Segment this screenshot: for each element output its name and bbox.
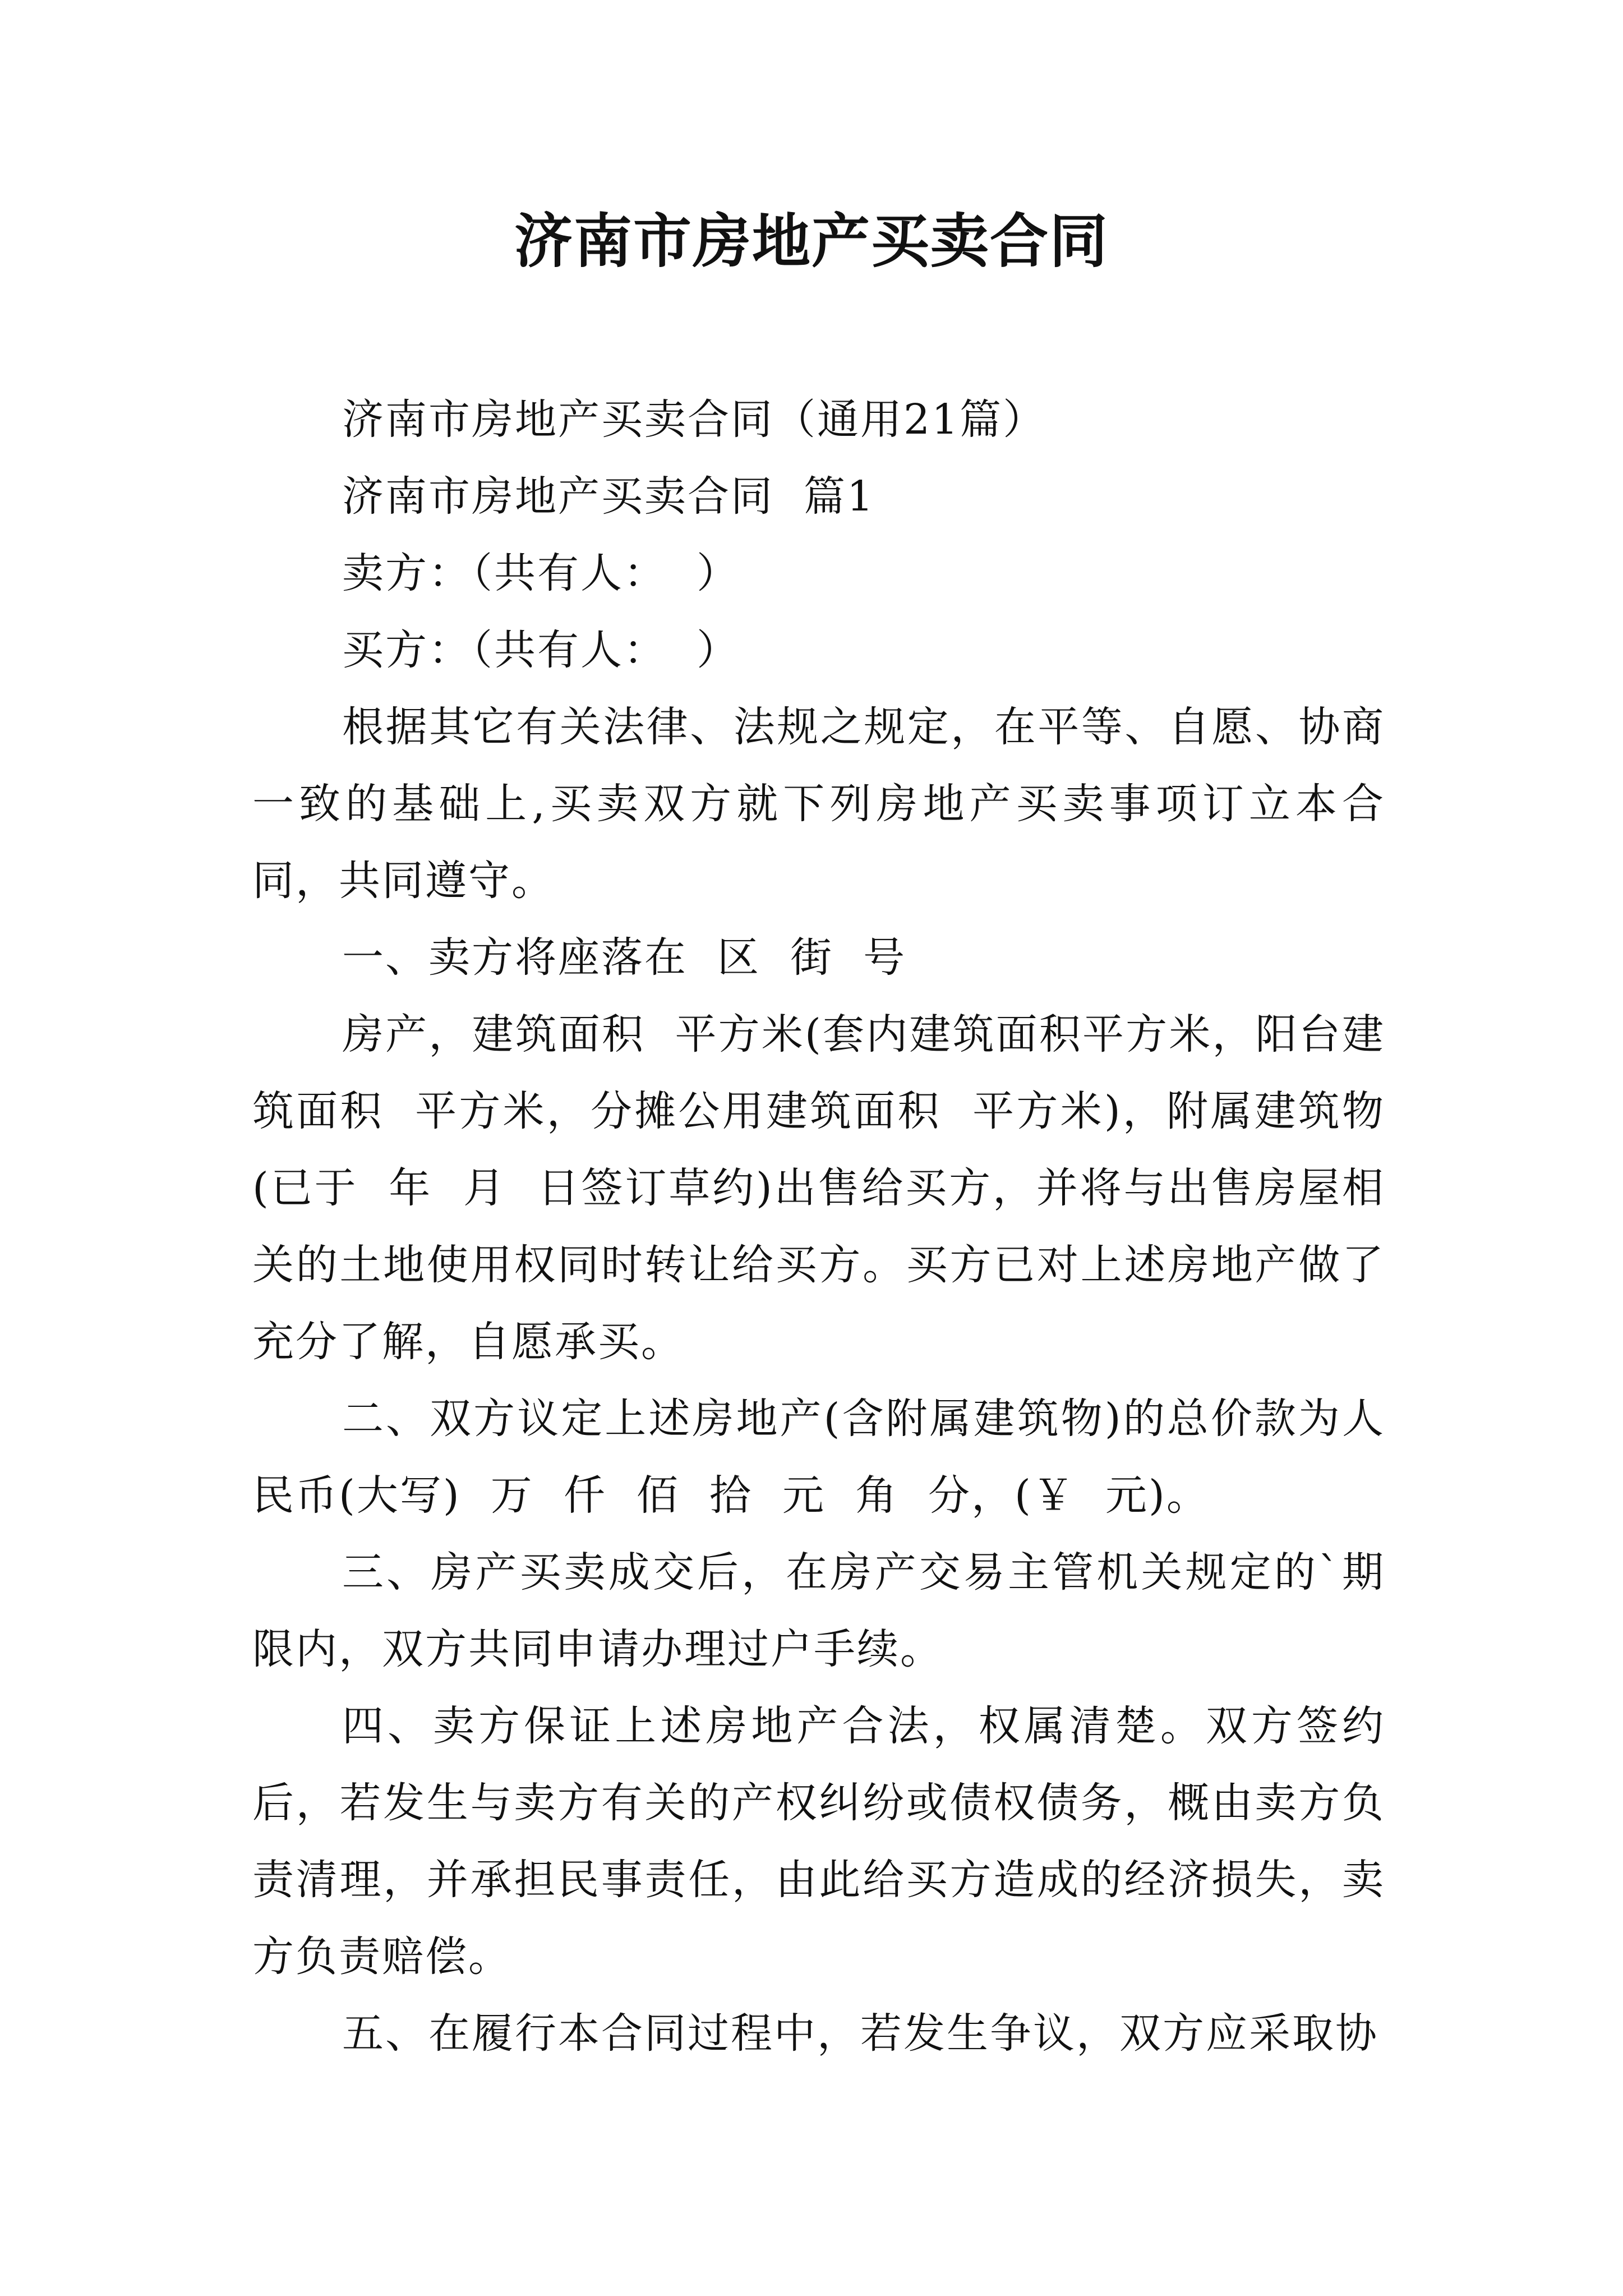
document-title: 济南市房地产买卖合同 [514, 207, 1109, 275]
paragraph-clause-1: 一、卖方将座落在 区 街 号 [342, 933, 907, 982]
paragraph-section-heading: 济南市房地产买卖合同 篇1 [342, 472, 875, 521]
paragraph-buyer: 买方：（共有人： ） [342, 626, 740, 674]
paragraph-clause-3: 三、房产买卖成交后，在房产交易主管机关规定的`期限内，双方共同申请办理过户手续。 [252, 1548, 1385, 1673]
document-body [252, 381, 1385, 2072]
paragraph-clause-4: 四、卖方保证上述房地产合法，权属清楚。双方签约后，若发生与卖方有关的产权纠纷或债权债务，概由卖方负责清理，并承担民事责任，由此给买方造成的经济损失，卖方负责赔偿。 [252, 1702, 1385, 1981]
paragraph-clause-5: 五、在履行本合同过程中，若发生争议，双方应采取协 [342, 2009, 1378, 2058]
paragraph-clause-2: 二、双方议定上述房地产(含附属建筑物)的总价款为人民币(大写) 万 仟 佰 拾 元 角 分，(￥ 元)。 [252, 1395, 1385, 1520]
paragraph-preamble: 根据其它有关法律、法规之规定，在平等、自愿、协商一致的基础上,买卖双方就下列房地产买卖事项订立本合同，共同遵守。 [252, 703, 1385, 905]
paragraph-seller: 卖方：（共有人： ） [342, 549, 740, 597]
paragraph-clause-1-detail: 房产，建筑面积 平方米(套内建筑面积平方米，阳台建筑面积 平方米，分摊公用建筑面积 平方米)，附属建筑物(已于 年 月 日签订草约)出售给买方，并将与出售房屋相关的土地使用权同时转让给买方。买方已对上述房地产做了充分了解，自愿承买。 [252, 1010, 1385, 1366]
paragraph-subtitle: 济南市房地产买卖合同（通用21篇） [342, 395, 1046, 444]
